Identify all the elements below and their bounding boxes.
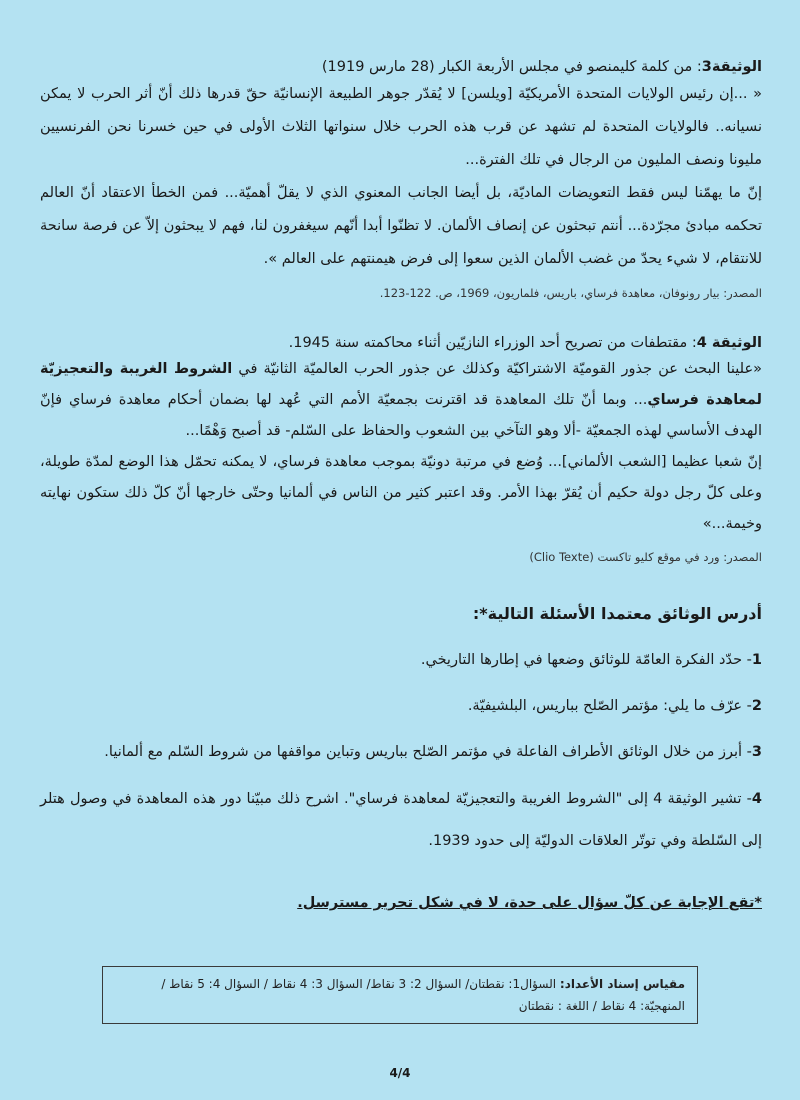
document4-p1-after: ... وبما أنّ تلك المعاهدة قد اقترنت بجمعيّة الأمم التي عُهد لها بضمان أحكام معاهدة فرساي فإنّ الهدف الأساسي لهذه الجمعيّة -ألا وهو التآخي بين الشعوب والحفاظ على السّلم- قد أصبح وَهْمًا... bbox=[40, 392, 762, 439]
question-4-text: - تشير الوثيقة 4 إلى "الشروط الغريبة والتعجيزيّة لمعاهدة فرساي". اشرح ذلك مبيّنا دور هذه المعاهدة في وصول هتلر إلى السّلطة وفي توتّر العلاقات الدوليّة إلى حدود 1939. bbox=[40, 791, 762, 849]
page-number: 4/4 bbox=[389, 1066, 411, 1080]
grading-scale: السؤال1: نقطتان/ السؤال 2: 3 نقاط/ السؤال 3: 4 نقاط / السؤال 4: 5 نقاط / bbox=[161, 977, 560, 991]
document4-source: المصدر: ورد في موقع كليو تاكست (Clio Texte) bbox=[529, 550, 762, 564]
document3-paragraph-1: « ...إن رئيس الولايات المتحدة الأمريكيّة [ويلسن] لا يُقدّر جوهر الطبيعة الإنسانيّة حقّ قدرها ذلك أنّ أثر الحرب لا يمكن نسيانه.. فالولايات المتحدة لم تشهد عن قرب هذه الحرب خلال سنواتها الثلاث الأولى في حين خسرنا نحن الفرنسيين مليونا ونصف المليون من الرجال في تلك الفترة... bbox=[40, 86, 762, 168]
document4-title: : مقتطفات من تصريح أحد الوزراء النازيّين أثناء محاكمته سنة 1945. bbox=[288, 335, 697, 351]
questions-title: أدرس الوثائق معتمدا الأسئلة التالية*: bbox=[472, 604, 762, 623]
grading-line-2: المنهجيّة: 4 نقاط / اللغة : نقطتان bbox=[518, 999, 685, 1013]
question-1-number: 1 bbox=[751, 652, 762, 668]
document4-p1-before: «علينا البحث عن جذور القوميّة الاشتراكيّة وكذلك عن جذور الحرب العالميّة الثانيّة في bbox=[232, 361, 762, 377]
document4-label: الوثيقة 4 bbox=[696, 335, 762, 351]
question-1-text: - حدّد الفكرة العامّة للوثائق وضعها في إطارها التاريخي. bbox=[420, 652, 752, 668]
document3-source: المصدر: بيار رونوفان، معاهدة فرساي، باريس، فلماريون، 1969، ص. 122-123. bbox=[379, 286, 762, 300]
question-3-text: - أبرز من خلال الوثائق الأطراف الفاعلة في مؤتمر الصّلح بباريس وتباين مواقفها من شروط السّلم مع ألمانيا. bbox=[104, 744, 752, 760]
document4-paragraph-1 bbox=[40, 354, 762, 447]
document3-label: الوثيقة3 bbox=[701, 59, 762, 75]
document4-header bbox=[40, 332, 762, 354]
page-content bbox=[40, 56, 762, 914]
question-2-number: 2 bbox=[751, 698, 762, 714]
grading-label: مقياس إسناد الأعداد: bbox=[559, 977, 685, 991]
question-2 bbox=[40, 694, 762, 718]
question-4 bbox=[40, 778, 762, 862]
answer-note: *تقع الإجابة عن كلّ سؤال على حدة، لا في شكل تحرير مسترسل. bbox=[297, 895, 762, 911]
document3-title: : من كلمة كليمنصو في مجلس الأربعة الكبار (28 مارس 1919) bbox=[321, 59, 702, 75]
question-3-number: 3 bbox=[751, 744, 762, 760]
document4-p1-bold: الشروط الغريبة والتعجيزيّة لمعاهدة فرساي bbox=[40, 361, 762, 408]
document3-paragraph-2: إنّ ما يهمّنا ليس فقط التعويضات الماديّة، بل أيضا الجانب المعنوي الذي لا يقلّ أهميّة... فمن الخطأ الاعتقاد أنّ العالم تحكمه مبادئ مجرّدة... أنتم تبحثون عن إنصاف الألمان. لا تظنّوا أبدا أنّهم سيغفرون لنا، فهم لا يبحثون إلاّ عن فرصة سانحة للانتقام، لا شيء يحدّ من غضب الألمان الذين سعوا إلى فرض هيمنتهم على العالم ». bbox=[40, 185, 762, 267]
question-2-text: - عرّف ما يلي: مؤتمر الصّلح بباريس، البلشيفيّة. bbox=[467, 698, 752, 714]
question-3 bbox=[40, 740, 762, 764]
document4-paragraph-2: إنّ شعبا عظيما [الشعب الألماني]... وُضع في مرتبة دونيّة بموجب معاهدة فرساي، لا يمكنه تحمّل هذا الوضع لمدّة طويلة، وعلى كلّ رجل دولة حكيم أن يُقرّ بهذا الأمر. وقد اعتبر كثير من الناس في ألمانيا وحتّى خارجها أنّ كلّ ذلك ستكون نهايته وخيمة...» bbox=[40, 454, 762, 532]
question-1 bbox=[40, 648, 762, 672]
document3-header bbox=[40, 56, 762, 78]
question-4-number: 4 bbox=[751, 791, 762, 807]
grading-line-1 bbox=[115, 973, 685, 995]
grading-box bbox=[102, 966, 698, 1024]
